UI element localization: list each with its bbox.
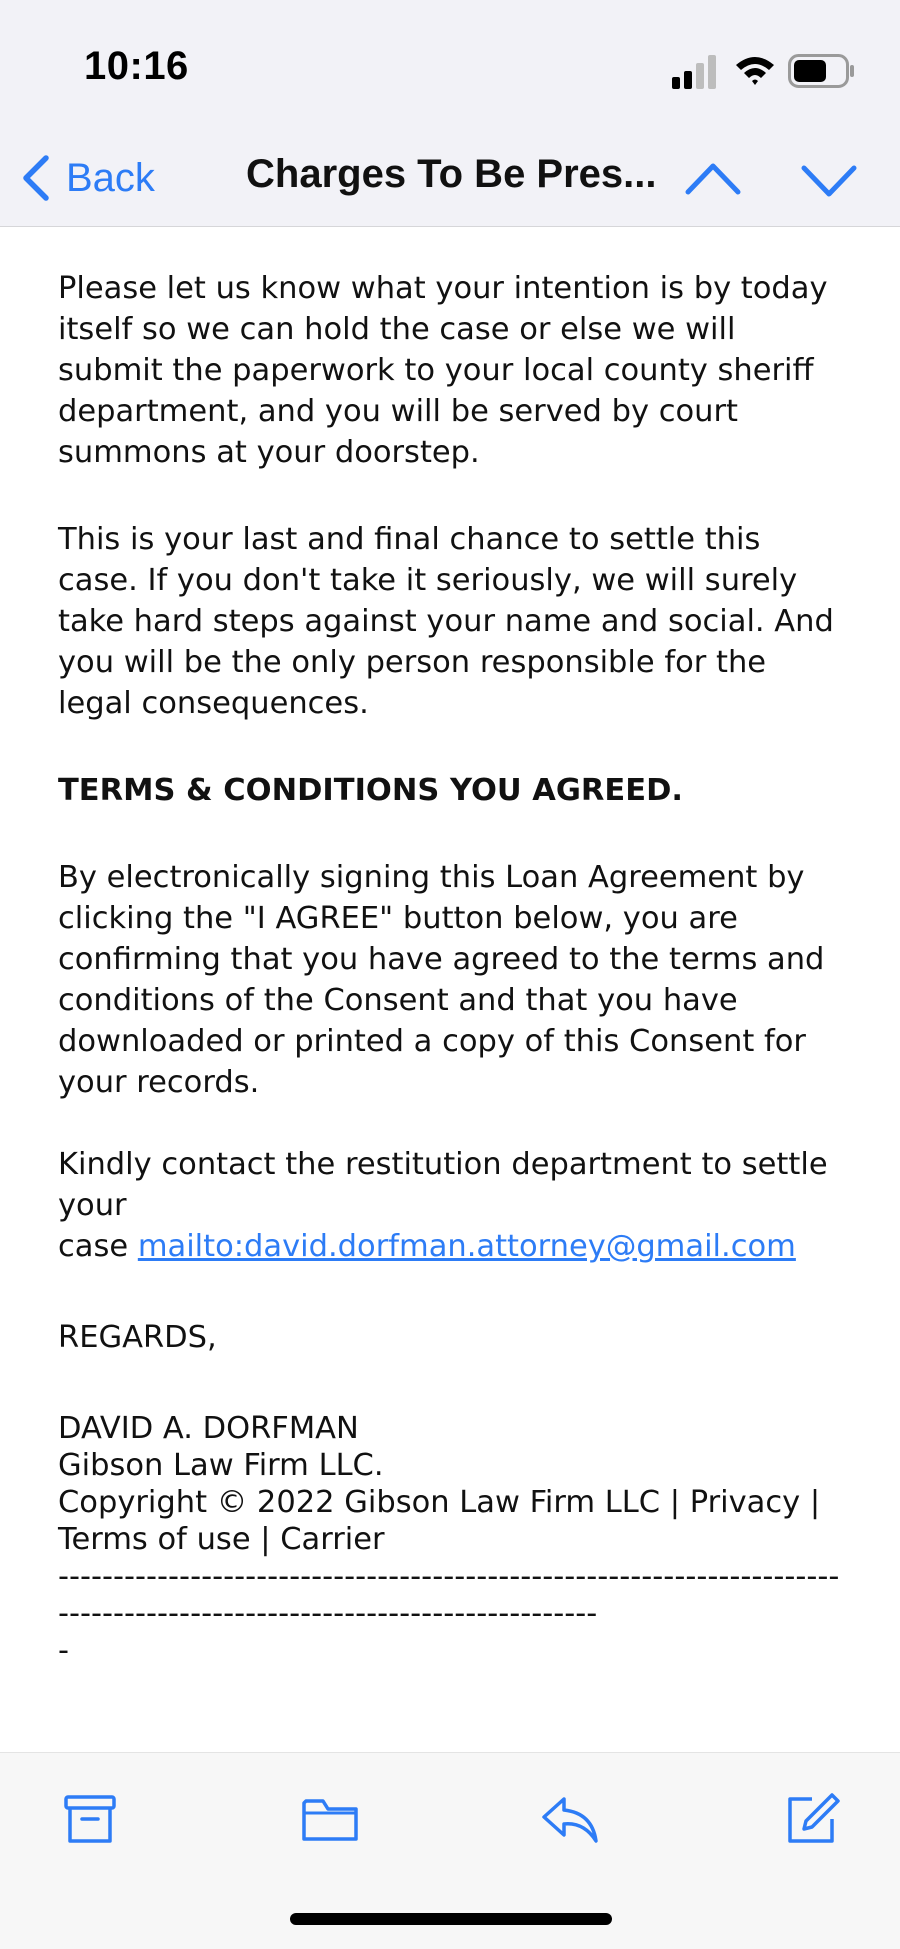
terms-heading: TERMS & CONDITIONS YOU AGREED.: [58, 773, 683, 808]
contact-paragraph: [58, 1144, 848, 1267]
email-body: [58, 268, 848, 1669]
signature-firm: Gibson Law Firm LLC.: [58, 1448, 384, 1483]
signature-name: DAVID A. DORFMAN: [58, 1411, 359, 1446]
email-paragraph: Please let us know what your intention is by today itself so we can hold the case or else we will submit the paperwork to your local county sheriff department, and you will be served by court summons at your doorstep.: [58, 271, 828, 470]
move-to-folder-button[interactable]: [300, 1791, 360, 1847]
back-label: Back: [66, 155, 155, 200]
copyright-line: Copyright © 2022 Gibson Law Firm LLC | Privacy | Terms of use | Carrier: [58, 1485, 821, 1557]
mail-nav-bar: [0, 130, 900, 227]
reply-icon: [540, 1791, 600, 1847]
chevron-up-icon[interactable]: [684, 156, 742, 204]
compose-icon: [782, 1791, 842, 1847]
contact-text: Kindly contact the restitution department to settle your: [58, 1147, 828, 1223]
chevron-down-icon[interactable]: [800, 156, 858, 204]
back-button[interactable]: [18, 148, 155, 208]
compose-button[interactable]: [782, 1791, 842, 1847]
email-subject-title: Charges To Be Pres...: [246, 152, 657, 196]
trailing-dash: -: [58, 1633, 70, 1668]
battery-icon: [788, 54, 856, 88]
email-paragraph: By electronically signing this Loan Agreement by clicking the "I AGREE" button below, you are confirming that you have agreed to the terms and conditions of the Consent and that you have downloaded or printed a copy of this Consent for your records.: [58, 860, 825, 1100]
contact-prefix: case: [58, 1229, 138, 1264]
bottom-toolbar: [0, 1752, 900, 1949]
status-time: 10:16: [84, 44, 189, 88]
email-link[interactable]: mailto:david.dorfman.attorney@gmail.com: [137, 1229, 796, 1264]
archive-button[interactable]: [60, 1791, 120, 1847]
separator-dashes: ------------------------------------------------------------------------------------------------------------------------: [58, 1559, 840, 1631]
regards-text: REGARDS,: [58, 1320, 217, 1355]
cellular-signal-icon: [672, 55, 720, 89]
email-paragraph: This is your last and final chance to settle this case. If you don't take it seriously, we will surely take hard steps against your name and social. And you will be the only person responsible for the legal consequences.: [58, 522, 834, 721]
folder-icon: [300, 1791, 360, 1847]
reply-button[interactable]: [540, 1791, 600, 1847]
wifi-icon: [734, 53, 776, 87]
home-indicator[interactable]: [290, 1913, 612, 1925]
status-bar: [0, 0, 900, 130]
chevron-left-icon: [18, 154, 52, 202]
archive-icon: [60, 1791, 120, 1847]
